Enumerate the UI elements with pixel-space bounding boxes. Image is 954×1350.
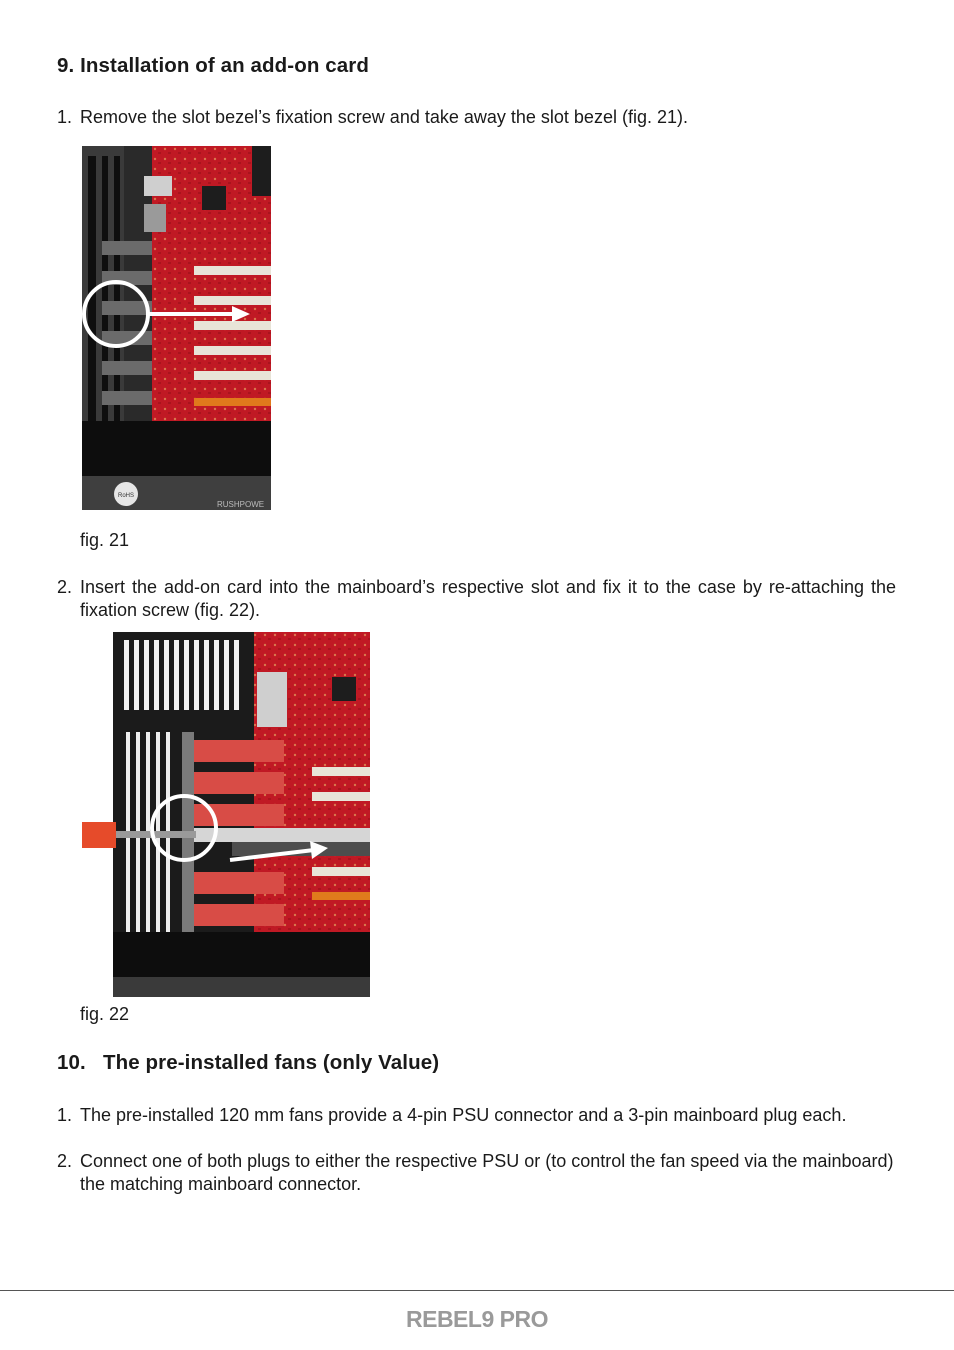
case-brand-label: RUSHPOWE — [217, 500, 265, 509]
step-number: 1. — [57, 1105, 73, 1125]
fig-22-photo — [82, 632, 370, 997]
section-10-number: 10. — [57, 1051, 86, 1074]
step-number: 2. — [57, 1151, 73, 1171]
step-text: Insert the add-on card into the mainboard’s respective slot and fix it to the case by re-attaching the fixation screw (fig. 22). — [80, 577, 896, 620]
fig-22-caption: fig. 22 — [80, 1004, 130, 1024]
section-9-title: 9. Installation of an add-on card — [57, 54, 369, 77]
step-number: 1. — [57, 107, 73, 127]
step-text: The pre-installed 120 mm fans provide a 4-pin PSU connector and a 3-pin mainboard plug each. — [80, 1105, 847, 1125]
fig-21-caption: fig. 21 — [80, 530, 130, 550]
fig-21-photo — [82, 146, 271, 510]
rohs-label: RoHS — [117, 493, 135, 499]
step-text: Remove the slot bezel’s fixation screw and take away the slot bezel (fig. 21). — [80, 107, 688, 127]
footer-brand: REBEL9 PRO — [406, 1306, 548, 1332]
step-number: 2. — [57, 577, 73, 597]
footer-rule — [0, 1290, 954, 1291]
section-10-title: The pre-installed fans (only Value) — [103, 1051, 440, 1074]
step-text: Connect one of both plugs to either the respective PSU or (to control the fan speed via the mainboard) the matching mainboard connector. — [80, 1151, 894, 1194]
